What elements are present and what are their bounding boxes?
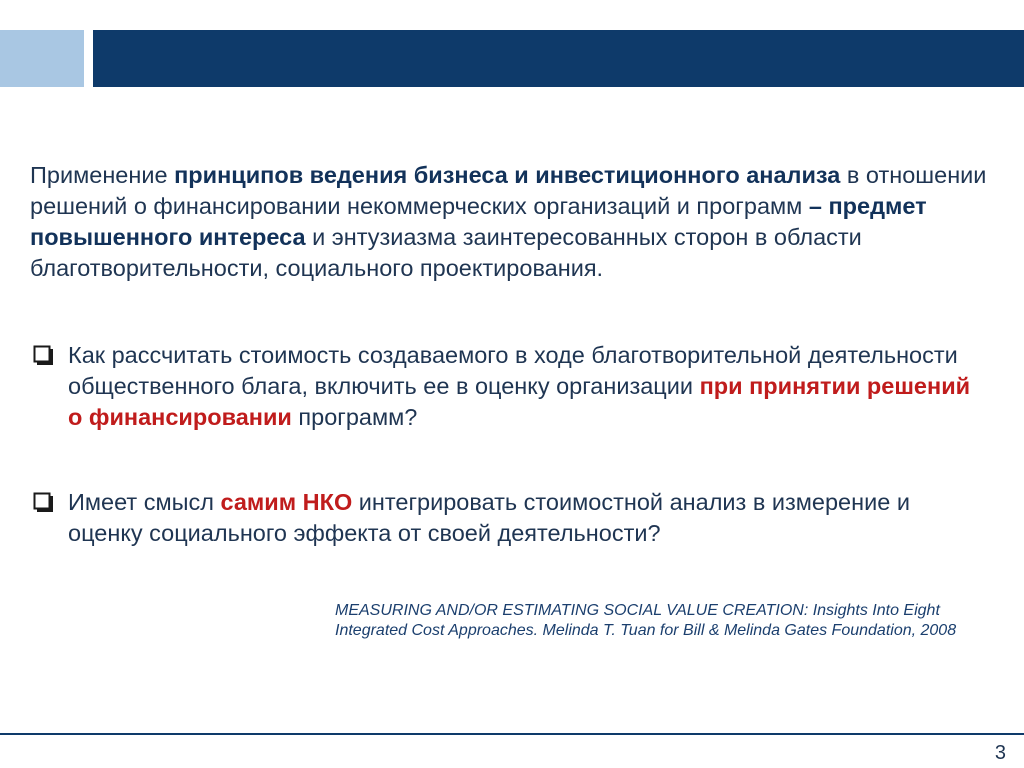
page-number: 3 bbox=[994, 742, 1006, 764]
intro-text-3: и энтузиазма заинтересованных сторон в области благотворительности, социального проектирования. bbox=[30, 224, 862, 281]
intro-bold-1: принципов ведения бизнеса и инвестиционного анализа bbox=[174, 162, 841, 188]
bullet-item-2 bbox=[32, 487, 982, 549]
citation-text: MEASURING AND/OR ESTIMATING SOCIAL VALUE CREATION: Insights Into Eight Integrated Cost Approaches. Melinda T. Tuan for Bill & Melinda Gates Foundation, 2008 bbox=[335, 602, 957, 639]
bullet-highlight-2: самим НКО bbox=[220, 489, 353, 515]
checkbox-icon bbox=[32, 491, 54, 513]
intro-text-2: в отношении решений о финансировании некоммерческих организаций и программ bbox=[30, 162, 987, 219]
intro-text-1: Применение bbox=[30, 162, 175, 188]
header-accent-square bbox=[0, 30, 84, 87]
intro-paragraph bbox=[30, 160, 1000, 284]
footer-divider bbox=[0, 733, 1024, 735]
bullet-text-2: Имеет смысл самим НКО интегрировать стоимостной анализ в измерение и оценку социального эффекта от своей деятельности? bbox=[68, 489, 910, 546]
bullet-highlight-1: при принятии решений о финансировании bbox=[68, 373, 971, 430]
header-bar bbox=[93, 30, 1024, 87]
bullet-item-1 bbox=[32, 340, 982, 433]
checkbox-icon bbox=[32, 344, 54, 366]
bullet-text-1: Как рассчитать стоимость создаваемого в ходе благотворительной деятельности общественного блага, включить ее в оценку организации при принятии решений о финансировании программ? bbox=[68, 342, 971, 430]
intro-bold-2: – предмет повышенного интереса bbox=[30, 193, 927, 250]
